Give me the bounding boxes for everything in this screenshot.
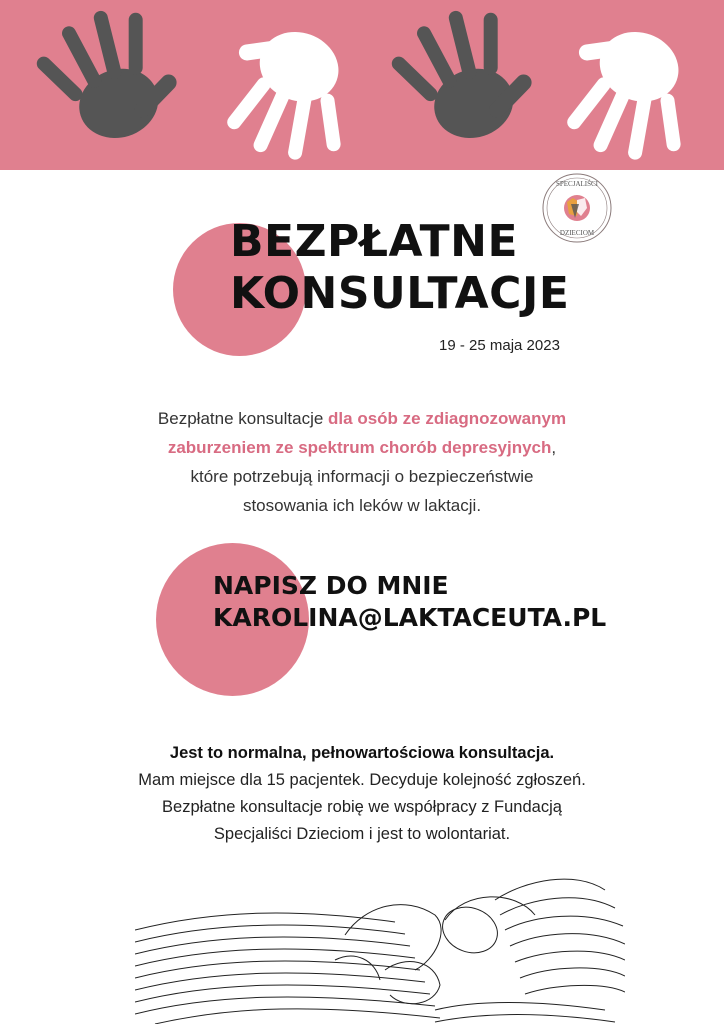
- lead-highlight: dla osób ze zdiagnozowanym zaburzeniem ze spektrum chorób depresyjnych: [167, 409, 567, 457]
- page-title: [230, 216, 569, 320]
- white-hand-icon: [550, 0, 724, 170]
- white-hand-icon: [200, 0, 380, 170]
- dark-hand-icon: [20, 0, 200, 170]
- lead-text-1: Bezpłatne konsultacje: [157, 409, 329, 428]
- lead-text-2: , które potrzebują informacji o bezpieczeństwie stosowania ich leków w laktacji.: [190, 438, 557, 515]
- hands-banner: [0, 0, 724, 170]
- lead-paragraph: [150, 404, 574, 520]
- logo-top-text: SPECJALIŚCI: [555, 180, 599, 188]
- event-date: 19 - 25 maja 2023: [439, 337, 560, 354]
- contact-email[interactable]: KAROLINA@LAKTACEUTA.PL: [213, 603, 607, 632]
- logo-bottom-text: DZIECIOM: [559, 229, 595, 237]
- sleeping-mother-baby-icon: [135, 860, 625, 1024]
- footer-text: Mam miejsce dla 15 pacjentek. Decyduje kolejność zgłoszeń. Bezpłatne konsultacje robię we współpracy z Fundacją Specjaliści Dzieciom i jest to wolontariat.: [138, 771, 586, 843]
- title-line-1: BEZPŁATNE: [230, 216, 519, 267]
- footer-bold: Jest to normalna, pełnowartościowa konsultacja.: [169, 744, 555, 762]
- contact-heading: NAPISZ DO MNIE: [213, 571, 449, 600]
- dark-hand-icon: [375, 0, 555, 170]
- title-line-2: KONSULTACJE: [230, 268, 570, 319]
- footer-paragraph: [132, 740, 592, 848]
- contact-block: [213, 570, 606, 634]
